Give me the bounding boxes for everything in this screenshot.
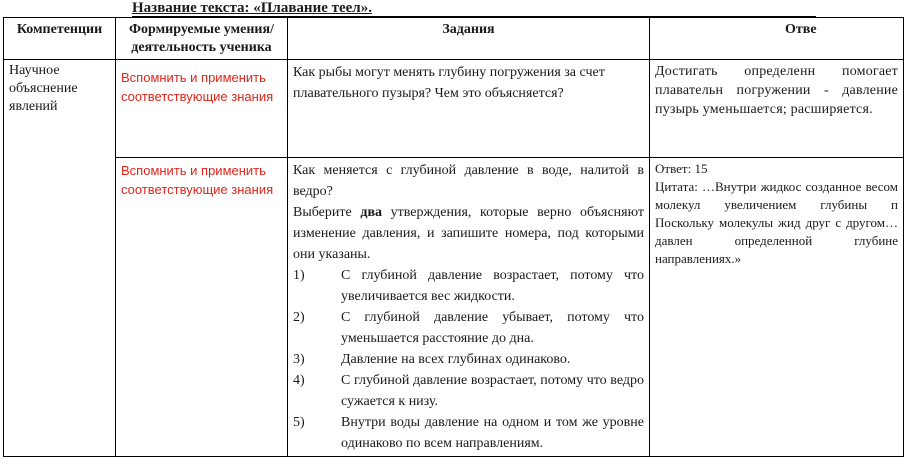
instruction-bold: два bbox=[360, 205, 383, 220]
task-cell bbox=[288, 158, 650, 457]
instruction-post: утверждения, которые верно объясняют изменение давления, и запишите номера, под которыми они указаны. bbox=[293, 205, 644, 262]
header-answers: Отве bbox=[650, 18, 904, 60]
option-number: 3) bbox=[293, 352, 305, 367]
task-cell: Как рыбы могут менять глубину погружения за счет плавательного пузыря? Чем это объясняется? bbox=[288, 60, 650, 158]
option-item bbox=[293, 307, 644, 349]
option-number: 2) bbox=[293, 310, 305, 325]
table-header-row bbox=[4, 18, 904, 60]
option-text: С глубиной давление возрастает, потому что ведро сужается к низу. bbox=[341, 373, 644, 409]
option-text: Внутри воды давление на одном и том же уровне одинаково по всем направлениям. bbox=[341, 415, 644, 451]
option-item bbox=[293, 412, 644, 454]
answer-label: Ответ: 15 bbox=[655, 161, 708, 176]
option-text: Давление на всех глубинах одинаково. bbox=[341, 352, 571, 367]
table-row bbox=[4, 158, 904, 457]
title-value: : «Плавание теел». bbox=[244, 0, 372, 16]
answer-quote: Цитата: …Внутри жидкос созданное весом молекул увеличением глубины п Поскольку молекулы жид друг с другом… давлен определенной глубине направлениях.» bbox=[655, 179, 898, 266]
option-number: 5) bbox=[293, 415, 305, 430]
option-item bbox=[293, 349, 644, 370]
answer-cell bbox=[650, 158, 904, 457]
option-item bbox=[293, 370, 644, 412]
option-number: 1) bbox=[293, 268, 305, 283]
title-label: Название текста bbox=[132, 0, 245, 16]
instruction-pre: Выберите bbox=[293, 205, 361, 220]
skill-cell: Вспомнить и применить соответствующие знания bbox=[116, 158, 288, 457]
option-text: С глубиной давление возрастает, потому что увеличивается вес жидкости. bbox=[341, 268, 644, 304]
competency-table bbox=[3, 17, 904, 457]
document-title bbox=[132, 0, 372, 17]
option-text: С глубиной давление убывает, потому что уменьшается расстояние до дна. bbox=[341, 310, 644, 346]
header-competencies: Компетенции bbox=[4, 18, 116, 60]
option-item bbox=[293, 265, 644, 307]
table-row bbox=[4, 60, 904, 158]
task-intro: Как меняется с глубиной давление в воде, налитой в ведро? bbox=[293, 163, 644, 199]
option-number: 4) bbox=[293, 373, 305, 388]
skill-cell: Вспомнить и применить соответствующие знания bbox=[116, 60, 288, 158]
answer-cell: Достигать определенн помогает плавательн погружении - давление пузырь уменьшается; расширяется. bbox=[650, 60, 904, 158]
task-instruction bbox=[293, 202, 644, 265]
header-skills: Формируемые умения/деятельность ученика bbox=[116, 18, 288, 60]
header-tasks: Задания bbox=[288, 18, 650, 60]
competency-cell: Научное объяснение явлений bbox=[4, 60, 116, 457]
